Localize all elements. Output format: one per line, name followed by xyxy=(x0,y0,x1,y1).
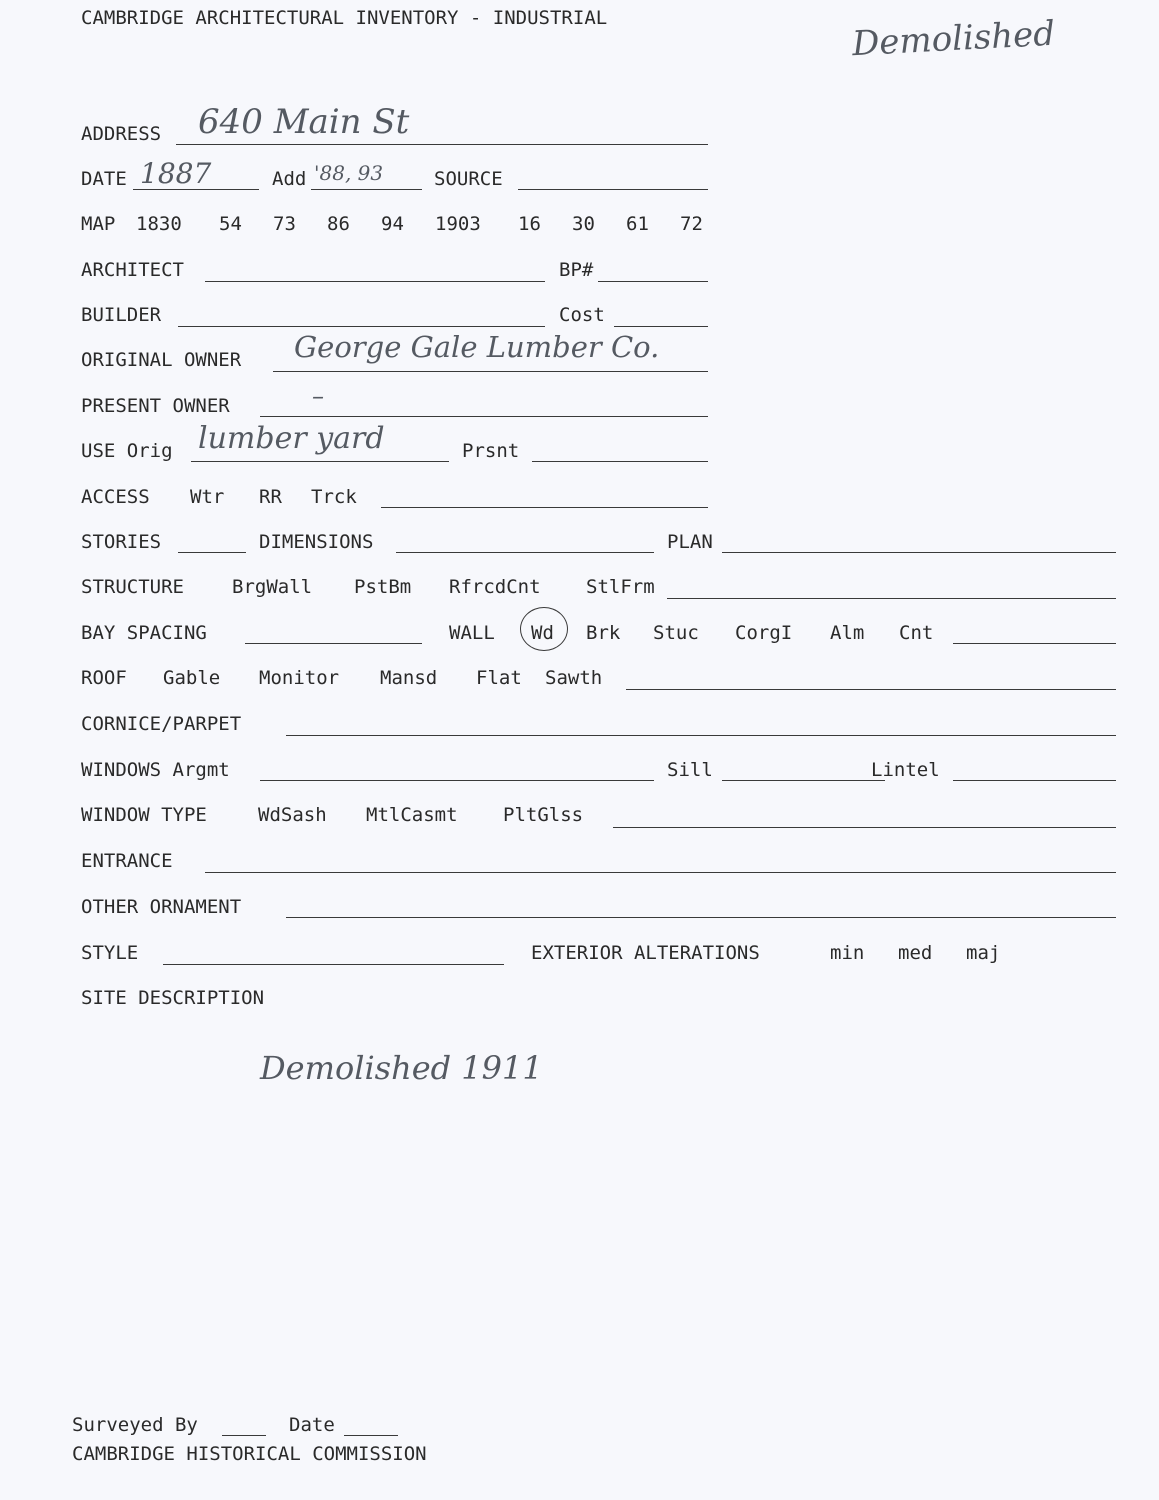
plan-label: PLAN xyxy=(667,531,713,553)
window-type-option[interactable]: MtlCasmt xyxy=(366,804,458,826)
wall-label: WALL xyxy=(449,622,495,644)
site-description-label: SITE DESCRIPTION xyxy=(81,987,265,1009)
map-year[interactable]: 54 xyxy=(219,213,242,235)
architect-line[interactable] xyxy=(205,281,545,282)
survey-date-line[interactable] xyxy=(344,1435,398,1436)
stories-label: STORIES xyxy=(81,531,162,553)
bay-spacing-label: BAY SPACING xyxy=(81,622,207,644)
dimensions-label: DIMENSIONS xyxy=(259,531,374,553)
use-orig-value: lumber yard xyxy=(198,421,385,456)
roof-line[interactable] xyxy=(626,689,1116,690)
original-owner-value: George Gale Lumber Co. xyxy=(294,330,660,364)
structure-option[interactable]: StlFrm xyxy=(586,576,655,598)
structure-option[interactable]: RfrcdCnt xyxy=(449,576,541,598)
add-line[interactable] xyxy=(311,189,422,190)
bp-label: BP# xyxy=(559,259,594,281)
cost-label: Cost xyxy=(559,304,605,326)
structure-line[interactable] xyxy=(667,598,1116,599)
map-year[interactable]: 30 xyxy=(572,213,595,235)
surveyed-by-label: Surveyed By xyxy=(72,1414,198,1436)
map-year[interactable]: 1830 xyxy=(136,213,182,235)
add-label: Add xyxy=(272,168,307,190)
structure-label: STRUCTURE xyxy=(81,576,184,598)
cornice-label: CORNICE/PARPET xyxy=(81,713,242,735)
original-owner-label: ORIGINAL OWNER xyxy=(81,349,242,371)
form-title: CAMBRIDGE ARCHITECTURAL INVENTORY - INDUSTRIAL xyxy=(81,7,608,29)
lintel-line[interactable] xyxy=(953,780,1116,781)
survey-date-label: Date xyxy=(289,1414,335,1436)
windows-line[interactable] xyxy=(260,780,654,781)
window-type-label: WINDOW TYPE xyxy=(81,804,207,826)
alteration-option[interactable]: min xyxy=(830,942,865,964)
other-ornament-label: OTHER ORNAMENT xyxy=(81,896,242,918)
lintel-label: Lintel xyxy=(871,759,940,781)
map-year[interactable]: 61 xyxy=(626,213,649,235)
address-label: ADDRESS xyxy=(81,123,162,145)
map-label: MAP xyxy=(81,213,116,235)
roof-label: ROOF xyxy=(81,667,127,689)
source-line[interactable] xyxy=(518,189,708,190)
structure-option[interactable]: BrgWall xyxy=(232,576,313,598)
present-owner-line[interactable] xyxy=(260,416,708,417)
style-label: STYLE xyxy=(81,942,139,964)
entrance-line[interactable] xyxy=(205,872,1116,873)
window-type-option[interactable]: WdSash xyxy=(258,804,327,826)
map-year[interactable]: 86 xyxy=(327,213,350,235)
windows-label: WINDOWS Argmt xyxy=(81,759,230,781)
wall-selection-circle xyxy=(520,607,568,651)
date-value: 1887 xyxy=(140,157,212,190)
plan-line[interactable] xyxy=(722,552,1116,553)
other-ornament-line[interactable] xyxy=(286,917,1116,918)
structure-option[interactable]: PstBm xyxy=(354,576,412,598)
builder-line[interactable] xyxy=(178,326,545,327)
roof-option[interactable]: Flat xyxy=(476,667,522,689)
window-type-line[interactable] xyxy=(613,827,1116,828)
sill-line[interactable] xyxy=(722,780,885,781)
access-option[interactable]: RR xyxy=(259,486,282,508)
present-owner-label: PRESENT OWNER xyxy=(81,395,230,417)
wall-option[interactable]: Alm xyxy=(830,622,865,644)
roof-option[interactable]: Sawth xyxy=(545,667,603,689)
site-description-note: Demolished 1911 xyxy=(260,1049,543,1087)
architect-label: ARCHITECT xyxy=(81,259,184,281)
map-year[interactable]: 1903 xyxy=(435,213,481,235)
wall-option[interactable]: Stuc xyxy=(653,622,699,644)
roof-option[interactable]: Gable xyxy=(163,667,221,689)
source-label: SOURCE xyxy=(434,168,503,190)
stories-line[interactable] xyxy=(178,552,246,553)
access-line[interactable] xyxy=(381,507,708,508)
exterior-alterations-label: EXTERIOR ALTERATIONS xyxy=(531,942,760,964)
wall-option[interactable]: Cnt xyxy=(899,622,934,644)
original-owner-line[interactable] xyxy=(273,371,708,372)
alteration-option[interactable]: maj xyxy=(966,942,1001,964)
entrance-label: ENTRANCE xyxy=(81,850,173,872)
access-option[interactable]: Trck xyxy=(311,486,357,508)
present-owner-value: – xyxy=(312,382,324,410)
access-option[interactable]: Wtr xyxy=(190,486,225,508)
roof-option[interactable]: Mansd xyxy=(380,667,438,689)
map-year[interactable]: 72 xyxy=(680,213,703,235)
style-line[interactable] xyxy=(163,964,504,965)
dimensions-line[interactable] xyxy=(396,552,654,553)
address-value: 640 Main St xyxy=(198,102,410,142)
bay-spacing-line[interactable] xyxy=(245,643,422,644)
cornice-line[interactable] xyxy=(286,735,1116,736)
use-present-label: Prsnt xyxy=(462,440,520,462)
use-orig-line[interactable] xyxy=(191,461,449,462)
wall-line[interactable] xyxy=(953,643,1116,644)
add-value: '88, 93 xyxy=(314,161,384,185)
roof-option[interactable]: Monitor xyxy=(259,667,340,689)
map-year[interactable]: 73 xyxy=(273,213,296,235)
access-label: ACCESS xyxy=(81,486,150,508)
map-year[interactable]: 94 xyxy=(381,213,404,235)
use-present-line[interactable] xyxy=(532,461,708,462)
map-year[interactable]: 16 xyxy=(518,213,541,235)
wall-option[interactable]: Brk xyxy=(586,622,621,644)
alteration-option[interactable]: med xyxy=(898,942,933,964)
address-line[interactable] xyxy=(176,144,708,145)
wall-option-wd[interactable]: Wd xyxy=(531,622,554,644)
date-label: DATE xyxy=(81,168,127,190)
bp-line[interactable] xyxy=(598,281,708,282)
window-type-option[interactable]: PltGlss xyxy=(503,804,584,826)
wall-option[interactable]: CorgI xyxy=(735,622,793,644)
commission-name: CAMBRIDGE HISTORICAL COMMISSION xyxy=(72,1443,427,1465)
demolished-stamp: Demolished xyxy=(851,13,1056,65)
sill-label: Sill xyxy=(667,759,713,781)
use-orig-label: USE Orig xyxy=(81,440,173,462)
builder-label: BUILDER xyxy=(81,304,162,326)
cost-line[interactable] xyxy=(614,326,708,327)
surveyed-by-line[interactable] xyxy=(222,1435,266,1436)
